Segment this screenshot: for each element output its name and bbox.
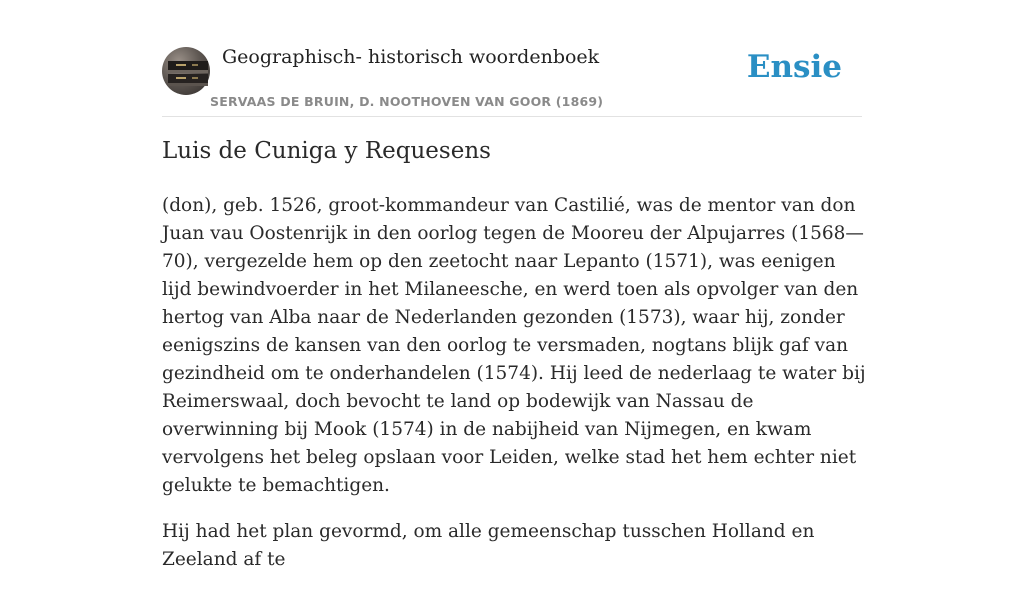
book-title[interactable]: Geographisch- historisch woordenboek bbox=[222, 46, 600, 68]
entry-title: Luis de Cuniga y Requesens bbox=[162, 138, 491, 164]
book-author-year: SERVAAS DE BRUIN, D. NOOTHOVEN VAN GOOR (1869) bbox=[210, 94, 604, 109]
entry-paragraph: Hij had het plan gevormd, om alle gemeenschap tusschen Holland en Zeeland af te bbox=[162, 521, 815, 570]
entry-body bbox=[162, 192, 867, 592]
entry-paragraph: (don), geb. 1526, groot-kommandeur van Castilié, was de mentor van don Juan vau Oostenrijk in den oorlog tegen de Mooreu der Alpujarres (1568—70), vergezelde hem op den zeetocht naar Lepanto (1571), was eenigen lijd bewindvoerder in het Milaneesche, en werd toen als opvolger van den hertog van Alba naar de Nederlanden gezonden (1573), waar hij, zonder eenigszins de kansen van den oorlog te versmaden, nogtans blijk gaf van gezindheid om te onderhandelen (1574). Hij leed de nederlaag te water bij Reimerswaal, doch bevocht te land op bodewijk van Nassau de overwinning bij Mook (1574) in de nabijheid van Nijmegen, en kwam vervolgens het beleg opslaan voor Leiden, welke stad het hem echter niet gelukte te bemachtigen. bbox=[162, 195, 866, 496]
book-spines-icon[interactable] bbox=[162, 47, 210, 95]
ensie-logo[interactable]: Ensie bbox=[746, 49, 842, 85]
book-header bbox=[162, 44, 862, 117]
